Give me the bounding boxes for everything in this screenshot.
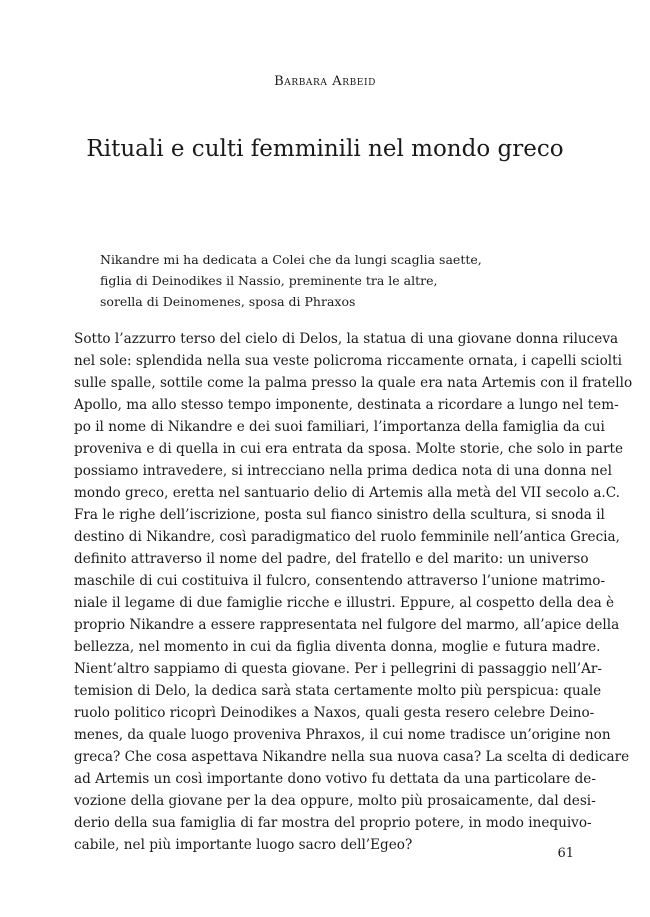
body-line: mondo greco, eretta nel santuario delio di Artemis alla metà del VII secolo a.C. <box>74 485 620 501</box>
body-paragraph <box>74 328 633 856</box>
body-line: destino di Nikandre, così paradigmatico del ruolo femminile nell’antica Grecia, <box>74 529 620 545</box>
body-line: Sotto l’azzurro terso del cielo di Delos, la statua di una giovane donna riluceva <box>74 331 619 347</box>
body-line: niale il legame di due famiglie ricche e illustri. Eppure, al cospetto della dea è <box>74 595 615 611</box>
body-line: proveniva e di quella in cui era entrata da sposa. Molte storie, che solo in parte <box>74 441 623 457</box>
epigraph <box>100 249 540 312</box>
body-line: Nient’altro sappiamo di questa giovane. Per i pellegrini di passaggio nell’Ar- <box>74 661 603 677</box>
body-line: po il nome di Nikandre e dei suoi familiari, l’importanza della famiglia da cui <box>74 419 605 435</box>
body-line: proprio Nikandre a essere rappresentata nel fulgore del marmo, all’apice della <box>74 617 620 633</box>
body-line: bellezza, nel momento in cui da figlia diventa donna, moglie e futura madre. <box>74 639 601 655</box>
body-line: maschile di cui costituiva il fulcro, consentendo attraverso l’unione matrimo- <box>74 573 606 589</box>
body-line: derio della sua famiglia di far mostra del proprio potere, in modo inequivo- <box>74 815 592 831</box>
body-line: possiamo intravedere, si intrecciano nella prima dedica nota di una donna nel <box>74 463 612 479</box>
body-line: definito attraverso il nome del padre, del fratello e del marito: un universo <box>74 551 589 567</box>
body-line: vozione della giovane per la dea oppure, molto più prosaicamente, dal desi- <box>74 793 596 809</box>
epigraph-line: sorella di Deinomenes, sposa di Phraxos <box>100 294 356 309</box>
body-line: menes, da quale luogo proveniva Phraxos, il cui nome tradisce un’origine non <box>74 727 611 743</box>
body-line: sulle spalle, sottile come la palma presso la quale era nata Artemis con il fratello <box>74 375 633 391</box>
page-number: 61 <box>557 846 574 861</box>
body-line: Fra le righe dell’iscrizione, posta sul fianco sinistro della scultura, si snoda il <box>74 507 605 523</box>
author-name: Barbara Arbeid <box>274 74 376 89</box>
epigraph-line: Nikandre mi ha dedicata a Colei che da lungi scaglia saette, <box>100 252 482 267</box>
body-line: nel sole: splendida nella sua veste policroma riccamente ornata, i capelli sciolti <box>74 353 622 369</box>
body-line: greca? Che cosa aspettava Nikandre nella sua nuova casa? La scelta di dedicare <box>74 749 630 765</box>
body-line: cabile, nel più importante luogo sacro dell’Egeo? <box>74 837 413 853</box>
body-line: ad Artemis un così importante dono votivo fu dettata da una particolare de- <box>74 771 596 787</box>
body-line: ruolo politico ricoprì Deinodikes a Naxos, quali gesta resero celebre Deino- <box>74 705 595 721</box>
epigraph-line: figlia di Deinodikes il Nassio, preminente tra le altre, <box>100 273 438 288</box>
chapter-title: Rituali e culti femminili nel mondo greco <box>86 136 564 163</box>
body-line: Apollo, ma allo stesso tempo imponente, destinata a ricordare a lungo nel tem- <box>74 397 619 413</box>
body-line: temision di Delo, la dedica sarà stata certamente molto più perspicua: quale <box>74 683 602 699</box>
